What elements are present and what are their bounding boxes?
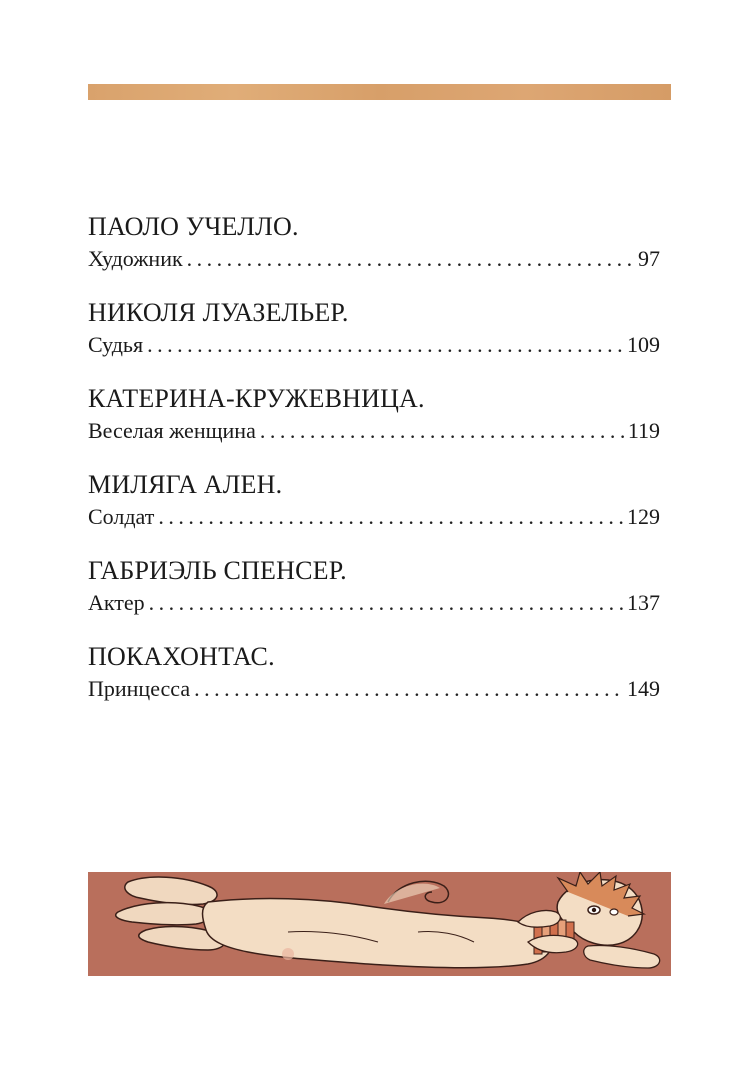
toc-entry-page-number: 97 bbox=[638, 246, 660, 271]
toc-entry-subtitle: Веселая женщина bbox=[88, 418, 256, 443]
toc-entry-line bbox=[88, 416, 660, 446]
toc-entry-subtitle: Солдат bbox=[88, 504, 155, 529]
toc-entry-line bbox=[88, 330, 660, 360]
dot-leader bbox=[194, 674, 623, 704]
dot-leader bbox=[187, 244, 634, 274]
toc-entry-line bbox=[88, 244, 660, 274]
dot-leader bbox=[147, 330, 623, 360]
toc-entry-title: НИКОЛЯ ЛУАЗЕЛЬЕР. bbox=[88, 298, 349, 327]
bottom-illustration-frieze bbox=[88, 872, 671, 976]
toc-entry-page-number: 137 bbox=[627, 590, 660, 615]
toc-entry-title: КАТЕРИНА-КРУЖЕВНИЦА. bbox=[88, 384, 425, 413]
toc-entry-subtitle: Художник bbox=[88, 246, 183, 271]
dot-leader bbox=[260, 416, 624, 446]
toc-entry[interactable] bbox=[88, 210, 660, 296]
toc-entry-line bbox=[88, 502, 660, 532]
toc-entry-page-number: 119 bbox=[627, 418, 660, 443]
toc-entry-line bbox=[88, 674, 660, 704]
toc-entry[interactable] bbox=[88, 296, 660, 382]
faun-playing-pan-flute-illustration bbox=[88, 872, 671, 976]
toc-entry-title: ПОКАХОНТАС. bbox=[88, 642, 275, 671]
toc-entry[interactable] bbox=[88, 382, 660, 468]
toc-entry-title: МИЛЯГА АЛЕН. bbox=[88, 470, 283, 499]
toc-entry[interactable] bbox=[88, 554, 660, 640]
toc-entry[interactable] bbox=[88, 468, 660, 554]
toc-entry[interactable] bbox=[88, 640, 660, 726]
toc-entry-page-number: 129 bbox=[627, 504, 660, 529]
toc-entry-page-number: 109 bbox=[627, 332, 660, 357]
toc-entry-title: ГАБРИЭЛЬ СПЕНСЕР. bbox=[88, 556, 347, 585]
dot-leader bbox=[158, 502, 623, 532]
top-decorative-band bbox=[88, 84, 671, 100]
toc-entry-page-number: 149 bbox=[627, 676, 660, 701]
toc-entry-title: ПАОЛО УЧЕЛЛО. bbox=[88, 212, 299, 241]
toc-entry-subtitle: Судья bbox=[88, 332, 144, 357]
toc-entry-subtitle: Принцесса bbox=[88, 676, 191, 701]
dot-leader bbox=[149, 588, 623, 618]
toc-entry-subtitle: Актер bbox=[88, 590, 145, 615]
toc-entry-line bbox=[88, 588, 660, 618]
table-of-contents bbox=[88, 210, 660, 726]
